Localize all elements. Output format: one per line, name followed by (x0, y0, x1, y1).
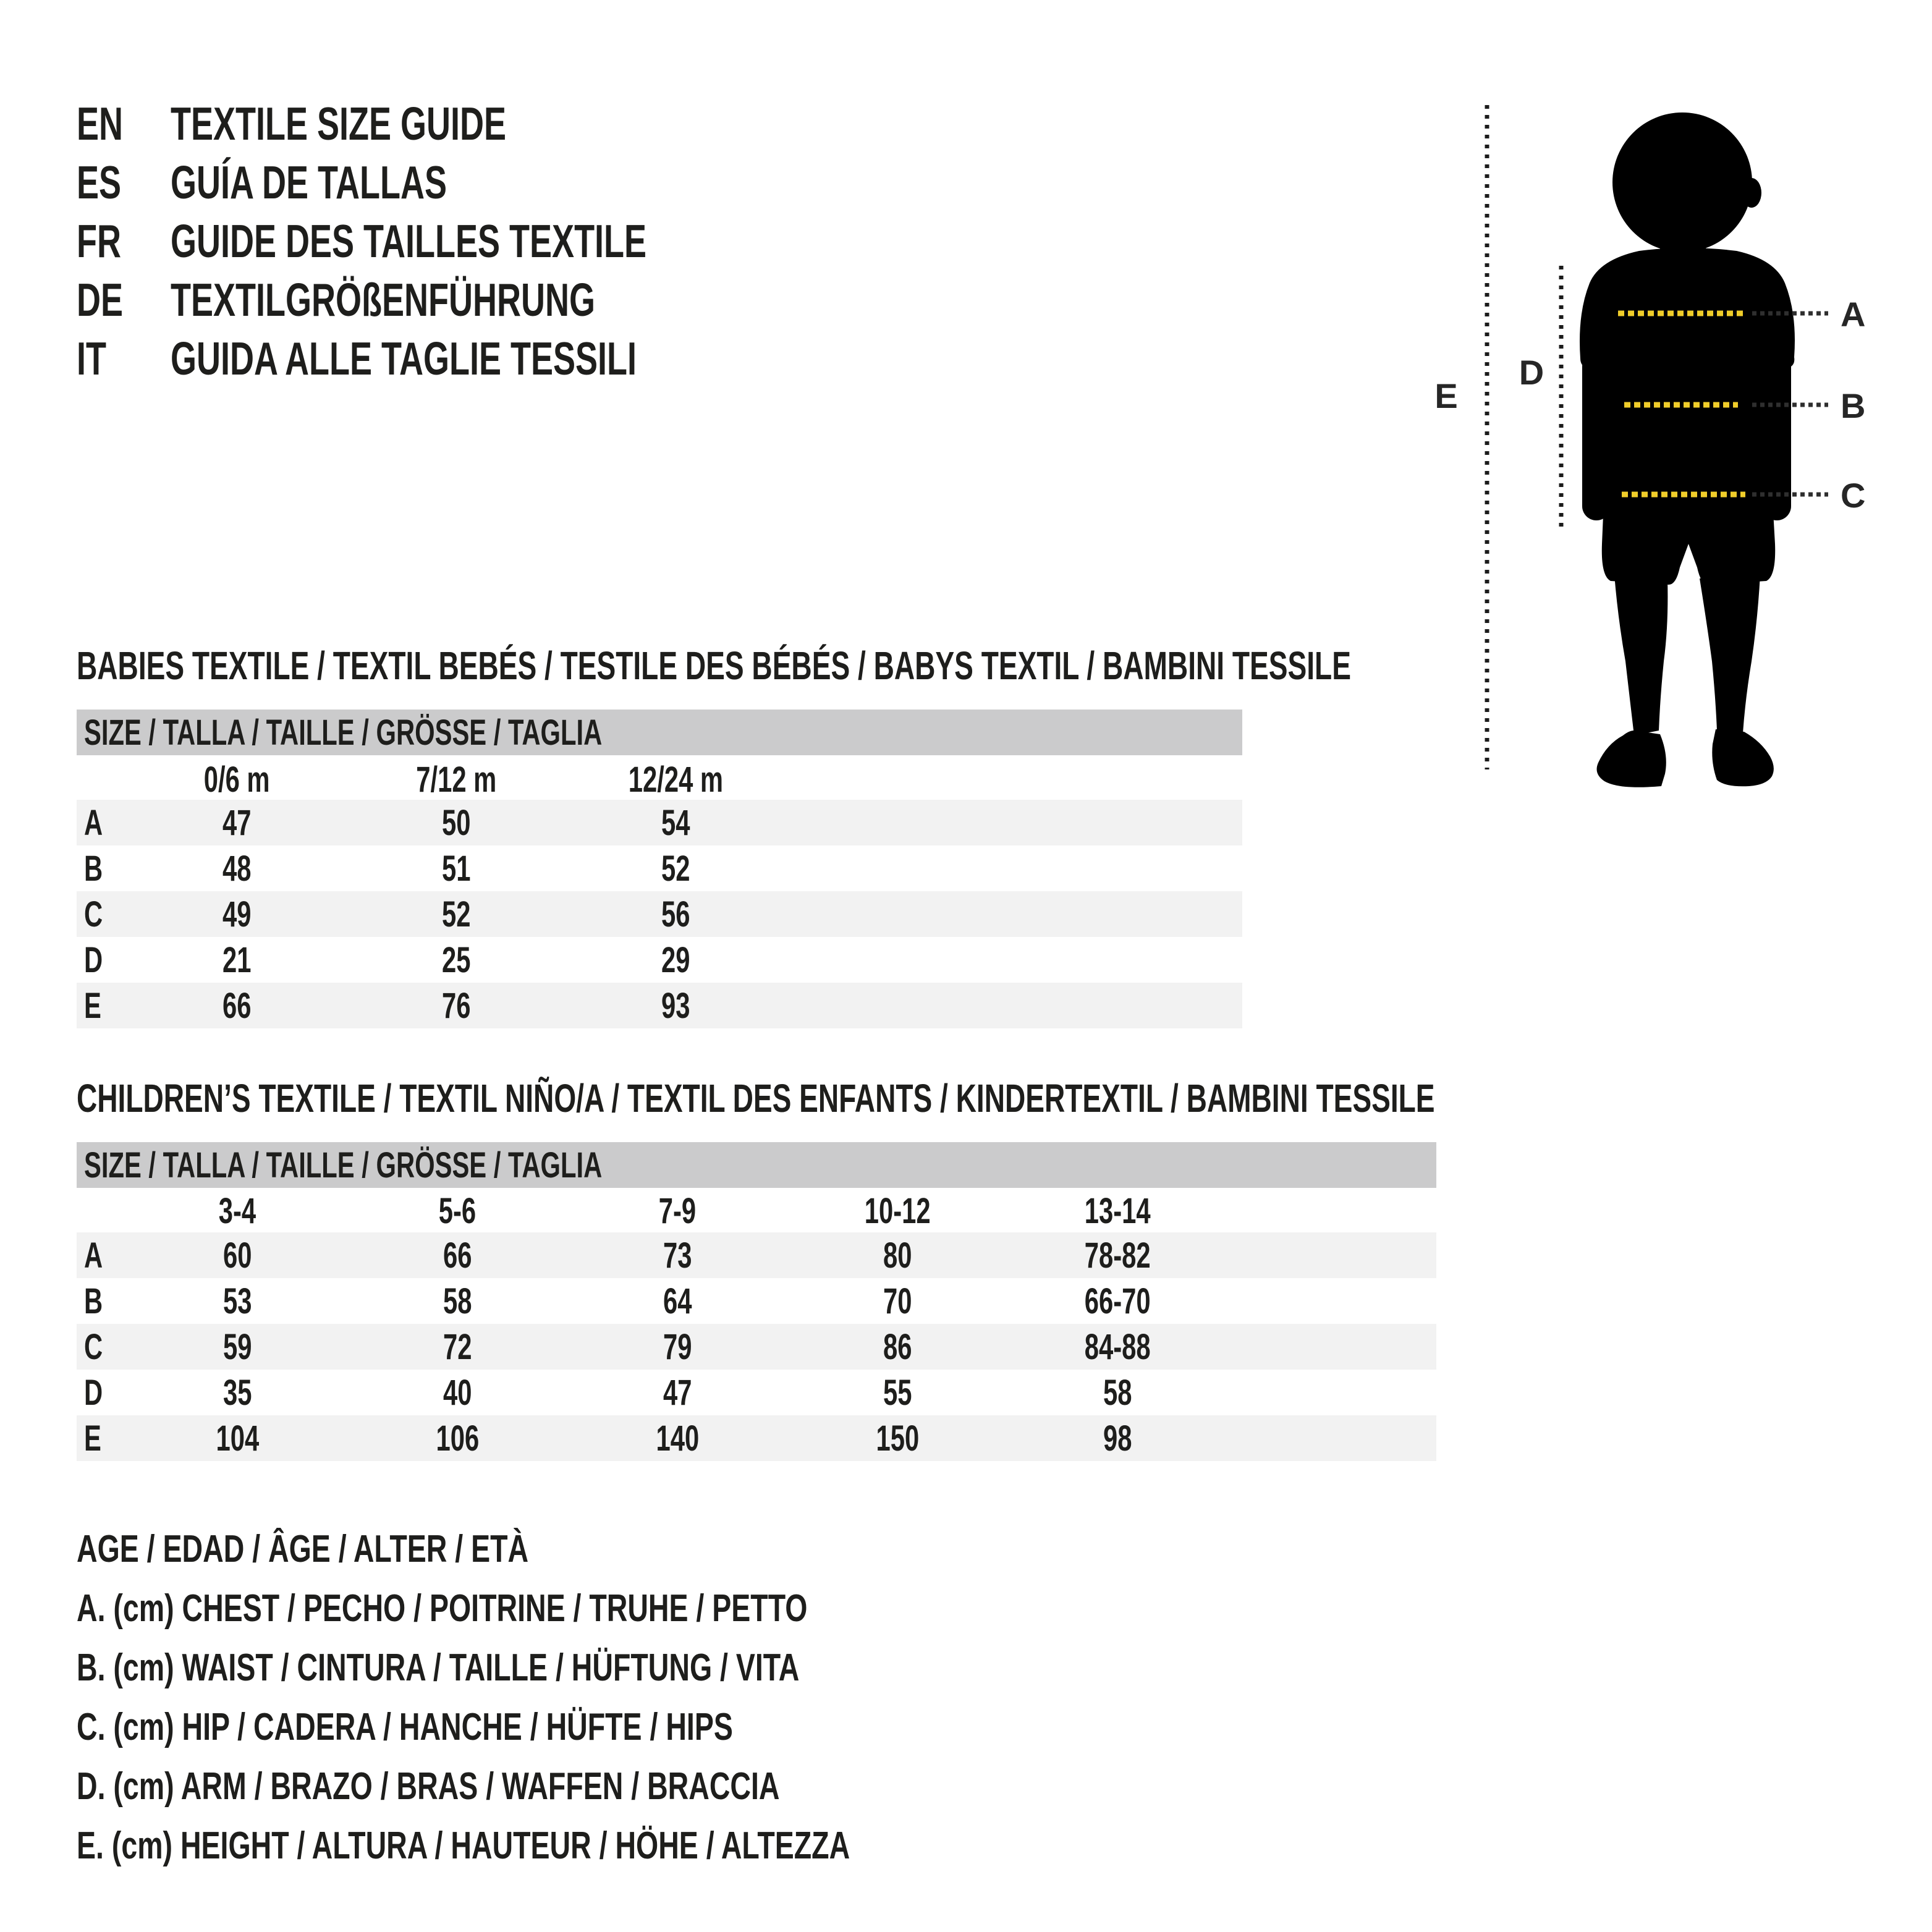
child-silhouette-diagram (1421, 87, 1932, 816)
figure-label-c: C (1841, 476, 1866, 515)
lang-title-it: GUIDA ALLE TAGLIE TESSILI (171, 333, 637, 384)
children-col-3: 10-12 (864, 1191, 931, 1231)
babies-column-headers (77, 759, 1242, 800)
babies-col-2: 12/24 m (628, 760, 724, 800)
babies-col-1: 7/12 m (416, 760, 497, 800)
lang-title-fr: GUIDE DES TAILLES TEXTILE (171, 215, 647, 267)
table-row: E 104 106 140 150 98 (77, 1415, 1436, 1461)
lang-row-en (77, 99, 637, 148)
table-row: D 35 40 47 55 58 (84, 1372, 1132, 1413)
babies-col-0: 0/6 m (204, 760, 270, 800)
children-col-4: 13-14 (1084, 1191, 1151, 1231)
table-row: D 21 25 29 (84, 939, 690, 980)
table-row: A 60 66 73 80 78-82 (77, 1232, 1436, 1278)
lang-row-it (77, 334, 818, 383)
lang-row-fr (77, 216, 832, 266)
lang-title-es: GUÍA DE TALLAS (171, 156, 447, 208)
table-row: C 59 72 79 86 84-88 (77, 1324, 1436, 1370)
figure-label-b: B (1841, 386, 1866, 425)
lang-code-it: IT (77, 333, 106, 384)
lang-title-en: TEXTILE SIZE GUIDE (171, 98, 507, 150)
lang-row-de (77, 275, 760, 324)
children-column-headers (77, 1190, 1436, 1231)
lang-code-es: ES (77, 156, 122, 208)
table-row: C 49 52 56 (77, 891, 1242, 937)
figure-label-d: D (1519, 353, 1544, 392)
figure-label-e: E (1434, 376, 1458, 415)
legend-age: AGE / EDAD / ÂGE / ALTER / ETÀ (77, 1527, 529, 1570)
lang-row-es (77, 158, 554, 207)
table-row: A 47 50 54 (77, 800, 1242, 845)
children-col-2: 7-9 (658, 1191, 697, 1231)
children-col-1: 5-6 (438, 1191, 477, 1231)
legend-waist: B. (cm) WAIST / CINTURA / TAILLE / HÜFTUNG / VITA (77, 1646, 800, 1689)
measurement-figure (1421, 87, 1932, 816)
measurement-legend (77, 1519, 1108, 1875)
legend-height: E. (cm) HEIGHT / ALTURA / HAUTEUR / HÖHE / ALTEZZA (77, 1824, 850, 1867)
babies-heading: BABIES TEXTILE / TEXTIL BEBÉS / TESTILE DES BÉBÉS / BABYS TEXTIL / BAMBINI TESSILE (77, 643, 1351, 688)
legend-chest: A. (cm) CHEST / PECHO / POITRINE / TRUHE / PETTO (77, 1587, 808, 1630)
children-heading: CHILDREN’S TEXTILE / TEXTIL NIÑO/A / TEXTIL DES ENFANTS / KINDERTEXTIL / BAMBINI TESSILE (77, 1076, 1435, 1121)
children-col-0: 3-4 (218, 1191, 256, 1231)
table-row: B 53 58 64 70 66-70 (84, 1281, 1151, 1321)
children-size-header-bar: SIZE / TALLA / TAILLE / GRÖSSE / TAGLIA (77, 1142, 1436, 1188)
table-row: B 48 51 52 (84, 848, 690, 889)
lang-code-fr: FR (77, 215, 121, 267)
babies-size-header-bar: SIZE / TALLA / TAILLE / GRÖSSE / TAGLIA (77, 710, 1242, 755)
lang-title-de: TEXTILGRÖßENFÜHRUNG (171, 274, 595, 326)
figure-label-a: A (1841, 295, 1866, 334)
lang-code-en: EN (77, 98, 124, 150)
table-row: E 66 76 93 (77, 983, 1242, 1028)
lang-code-de: DE (77, 274, 124, 326)
legend-hip: C. (cm) HIP / CADERA / HANCHE / HÜFTE / HIPS (77, 1705, 733, 1748)
legend-arm: D. (cm) ARM / BRAZO / BRAS / WAFFEN / BRACCIA (77, 1765, 780, 1808)
